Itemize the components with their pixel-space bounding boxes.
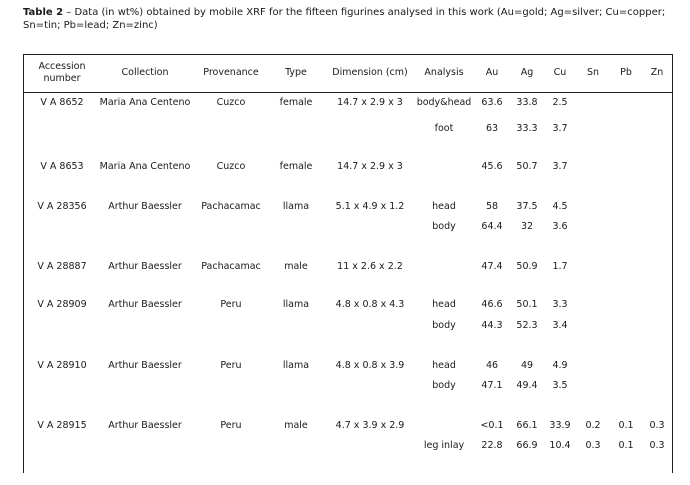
- table-caption-text: – Data (in wt%) obtained by mobile XRF for the fifteen figurines analysed in this work (Au=gold; Ag=silver; Cu=copper; Sn=tin; Pb=lead; Zn=zinc): [23, 7, 666, 31]
- header-accession-line2: number: [43, 73, 81, 84]
- cell-cu: 10.4: [549, 440, 571, 451]
- cell-au: 45.6: [481, 161, 503, 172]
- cell-au: 63: [485, 123, 499, 134]
- cell-dimension: 14.7 x 2.9 x 3: [337, 161, 403, 172]
- cell-dimension: 14.7 x 2.9 x 3: [337, 97, 403, 108]
- table-label: Table 2: [23, 7, 64, 18]
- cell-ag: 37.5: [516, 201, 538, 212]
- cell-type: male: [284, 420, 308, 431]
- cell-zn: 0.3: [649, 420, 665, 431]
- cell-sn: 0.3: [585, 440, 601, 451]
- header-zn: Zn: [650, 67, 664, 78]
- table-caption: [23, 6, 683, 32]
- cell-ag: 32: [520, 221, 534, 232]
- cell-analysis: body: [432, 221, 456, 232]
- cell-accession: V A 8652: [40, 97, 84, 108]
- header-sn: Sn: [586, 67, 600, 78]
- cell-cu: 3.4: [552, 320, 568, 331]
- cell-type: llama: [282, 201, 310, 212]
- cell-collection: Arthur Baessler: [108, 360, 182, 371]
- cell-pb: 0.1: [618, 440, 634, 451]
- cell-analysis: foot: [434, 123, 454, 134]
- cell-type: llama: [282, 299, 310, 310]
- cell-au: 44.3: [481, 320, 503, 331]
- cell-cu: 3.7: [552, 123, 568, 134]
- cell-ag: 50.7: [516, 161, 538, 172]
- cell-collection: Arthur Baessler: [108, 420, 182, 431]
- cell-au: 46.6: [481, 299, 503, 310]
- cell-dimension: 5.1 x 4.9 x 1.2: [335, 201, 405, 212]
- cell-type: male: [284, 261, 308, 272]
- cell-provenance: Pachacamac: [201, 261, 261, 272]
- cell-analysis: body: [432, 320, 456, 331]
- cell-analysis: head: [432, 360, 456, 371]
- cell-au: 47.4: [481, 261, 503, 272]
- cell-accession: V A 28915: [37, 420, 87, 431]
- cell-analysis: body: [432, 380, 456, 391]
- cell-provenance: Cuzco: [216, 97, 246, 108]
- cell-au: <0.1: [480, 420, 504, 431]
- header-rule: [24, 92, 672, 93]
- cell-au: 58: [485, 201, 499, 212]
- cell-collection: Maria Ana Centeno: [99, 161, 191, 172]
- cell-dimension: 4.8 x 0.8 x 4.3: [335, 299, 405, 310]
- cell-au: 64.4: [481, 221, 503, 232]
- cell-analysis: body&head: [416, 97, 472, 108]
- cell-provenance: Peru: [220, 299, 242, 310]
- cell-cu: 3.6: [552, 221, 568, 232]
- cell-collection: Arthur Baessler: [108, 299, 182, 310]
- cell-collection: Arthur Baessler: [108, 261, 182, 272]
- cell-pb: 0.1: [618, 420, 634, 431]
- cell-au: 46: [485, 360, 499, 371]
- cell-ag: 49: [520, 360, 534, 371]
- header-cu: Cu: [553, 67, 567, 78]
- cell-ag: 33.3: [516, 123, 538, 134]
- header-accession: [39, 61, 86, 85]
- cell-ag: 66.1: [516, 420, 538, 431]
- cell-ag: 50.1: [516, 299, 538, 310]
- cell-cu: 3.5: [552, 380, 568, 391]
- cell-collection: Maria Ana Centeno: [99, 97, 191, 108]
- header-collection: Collection: [121, 67, 169, 78]
- cell-cu: 3.3: [552, 299, 568, 310]
- header-ag: Ag: [520, 67, 534, 78]
- cell-ag: 66.9: [516, 440, 538, 451]
- cell-cu: 1.7: [552, 261, 568, 272]
- cell-analysis: leg inlay: [423, 440, 465, 451]
- cell-dimension: 4.7 x 3.9 x 2.9: [335, 420, 405, 431]
- cell-accession: V A 28356: [37, 201, 87, 212]
- cell-accession: V A 28909: [37, 299, 87, 310]
- cell-provenance: Pachacamac: [201, 201, 261, 212]
- cell-accession: V A 28887: [37, 261, 87, 272]
- cell-ag: 52.3: [516, 320, 538, 331]
- cell-cu: 4.9: [552, 360, 568, 371]
- cell-type: female: [279, 161, 313, 172]
- cell-provenance: Peru: [220, 420, 242, 431]
- cell-cu: 2.5: [552, 97, 568, 108]
- cell-sn: 0.2: [585, 420, 601, 431]
- cell-accession: V A 28910: [37, 360, 87, 371]
- cell-collection: Arthur Baessler: [108, 201, 182, 212]
- cell-ag: 49.4: [516, 380, 538, 391]
- cell-zn: 0.3: [649, 440, 665, 451]
- header-provenance: Provenance: [203, 67, 259, 78]
- cell-au: 22.8: [481, 440, 503, 451]
- header-au: Au: [485, 67, 499, 78]
- cell-type: llama: [282, 360, 310, 371]
- cell-analysis: head: [432, 201, 456, 212]
- cell-ag: 50.9: [516, 261, 538, 272]
- header-type: Type: [285, 67, 307, 78]
- cell-cu: 4.5: [552, 201, 568, 212]
- header-dimension: Dimension (cm): [332, 67, 408, 78]
- cell-ag: 33.8: [516, 97, 538, 108]
- cell-provenance: Cuzco: [216, 161, 246, 172]
- header-analysis: Analysis: [424, 67, 464, 78]
- cell-cu: 3.7: [552, 161, 568, 172]
- header-accession-line1: Accession: [38, 61, 86, 72]
- cell-au: 63.6: [481, 97, 503, 108]
- header-pb: Pb: [620, 67, 632, 78]
- cell-analysis: head: [432, 299, 456, 310]
- cell-type: female: [279, 97, 313, 108]
- cell-accession: V A 8653: [40, 161, 84, 172]
- data-table: [23, 54, 673, 473]
- cell-au: 47.1: [481, 380, 503, 391]
- cell-provenance: Peru: [220, 360, 242, 371]
- cell-dimension: 11 x 2.6 x 2.2: [337, 261, 403, 272]
- cell-cu: 33.9: [549, 420, 571, 431]
- cell-dimension: 4.8 x 0.8 x 3.9: [335, 360, 405, 371]
